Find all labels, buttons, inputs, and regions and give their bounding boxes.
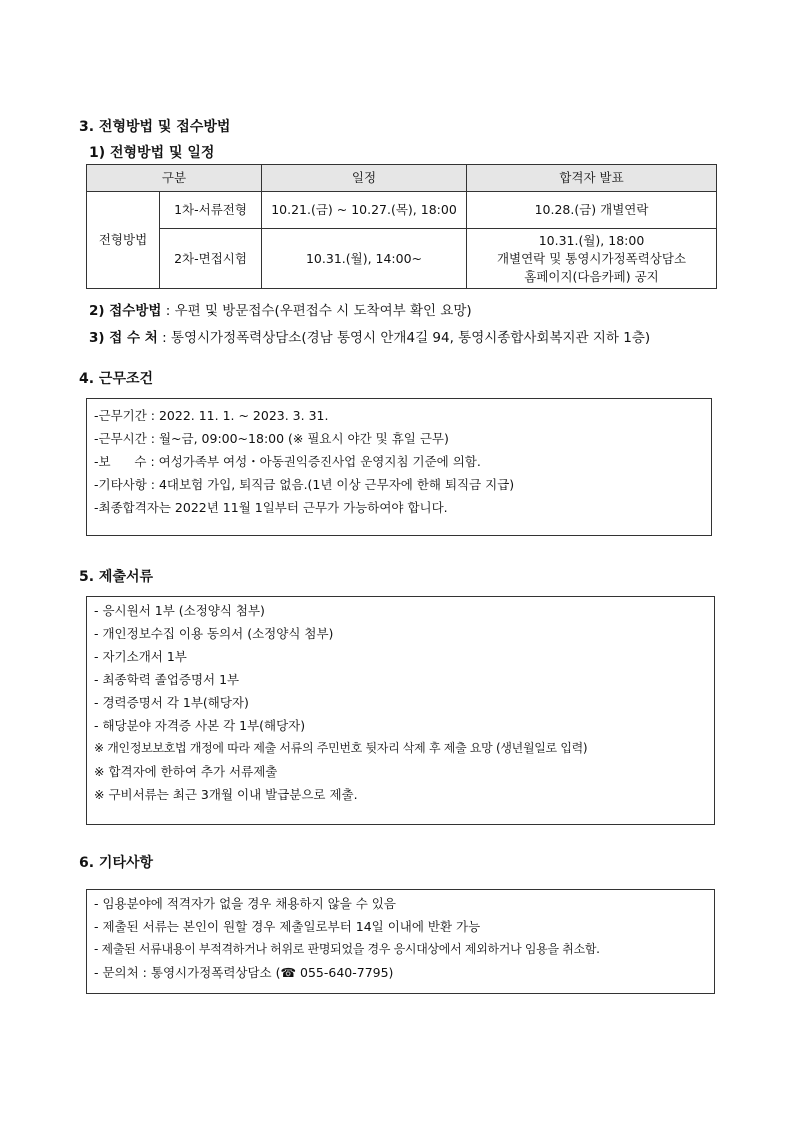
other-matters-box xyxy=(86,889,715,994)
application-method-text: : 우편 및 방문접수(우편접수 시 도착여부 확인 요망) xyxy=(161,303,472,319)
schedule-cell: 10.21.(금) ~ 10.27.(목), 18:00 xyxy=(262,192,467,229)
list-item: - 문의처 : 통영시가정폭력상담소 (☎ 055-640-7795) xyxy=(94,965,394,980)
list-item: -근무시간 : 월~금, 09:00~18:00 (※ 필요시 야간 및 휴일 근무) xyxy=(94,431,449,446)
list-item: -근무기간 : 2022. 11. 1. ~ 2023. 3. 31. xyxy=(94,408,329,423)
table-header-row xyxy=(87,165,717,192)
documents-box xyxy=(86,596,715,825)
section3-sub1-title: 1) 전형방법 및 일정 xyxy=(89,145,215,161)
result-cell xyxy=(467,192,717,229)
group-cell: 전형방법 xyxy=(87,192,160,289)
list-item: - 최종학력 졸업증명서 1부 xyxy=(94,672,240,687)
list-item: - 경력증명서 각 1부(해당자) xyxy=(94,695,249,710)
application-place xyxy=(89,326,650,346)
list-item: - 개인정보수집 이용 동의서 (소정양식 첨부) xyxy=(94,626,334,641)
header-schedule: 일정 xyxy=(262,165,467,192)
note-item: ※ 개인정보보호법 개정에 따라 제출 서류의 주민번호 뒷자리 삭제 후 제출 요망 (생년월일로 입력) xyxy=(94,741,588,755)
note-item: ※ 구비서류는 최근 3개월 이내 발급분으로 제출. xyxy=(94,787,358,802)
result-line: 10.28.(금) 개별연락 xyxy=(534,202,649,217)
section5-title: 5. 제출서류 xyxy=(79,569,154,585)
list-item: - 응시원서 1부 (소정양식 첨부) xyxy=(94,603,265,618)
schedule-cell: 10.31.(월), 14:00~ xyxy=(262,229,467,289)
application-place-text: : 통영시가정폭력상담소(경남 통영시 안개4길 94, 통영시종합사회복지관 지하 1층) xyxy=(157,330,651,346)
stage-cell: 2차-면접시험 xyxy=(160,229,262,289)
result-cell xyxy=(467,229,717,289)
result-line: 홈페이지(다음카페) 공지 xyxy=(524,268,659,284)
section4-title: 4. 근무조건 xyxy=(79,371,154,387)
list-item: -보 수 : 여성가족부 여성・아동권익증진사업 운영지침 기준에 의함. xyxy=(94,454,481,469)
application-method xyxy=(89,299,472,319)
list-item: - 해당분야 자격증 사본 각 1부(해당자) xyxy=(94,718,306,733)
work-conditions-box xyxy=(86,398,712,536)
header-result: 합격자 발표 xyxy=(467,165,717,192)
stage-cell: 1차-서류전형 xyxy=(160,192,262,229)
section3-title: 3. 전형방법 및 접수방법 xyxy=(79,119,231,135)
schedule-table xyxy=(86,164,717,289)
list-item: -기타사항 : 4대보험 가입, 퇴직금 없음.(1년 이상 근무자에 한해 퇴직금 지급) xyxy=(94,477,515,492)
list-item: - 제출된 서류내용이 부적격하거나 허위로 판명되었을 경우 응시대상에서 제외하거나 임용을 취소함. xyxy=(94,942,600,956)
application-method-label: 2) 접수방법 xyxy=(89,303,162,319)
section6-title: 6. 기타사항 xyxy=(79,855,154,871)
table-row xyxy=(87,229,717,289)
list-item: - 자기소개서 1부 xyxy=(94,649,187,664)
result-line: 개별연락 및 통영시가정폭력상담소 xyxy=(496,250,687,266)
header-category: 구분 xyxy=(87,165,262,192)
note-item: ※ 합격자에 한하여 추가 서류제출 xyxy=(94,764,278,779)
list-item: - 제출된 서류는 본인이 원할 경우 제출일로부터 14일 이내에 반환 가능 xyxy=(94,919,481,934)
result-line: 10.31.(월), 18:00 xyxy=(538,232,645,248)
table-row xyxy=(87,192,717,229)
list-item: -최종합격자는 2022년 11월 1일부터 근무가 가능하여야 합니다. xyxy=(94,500,448,515)
list-item: - 임용분야에 적격자가 없을 경우 채용하지 않을 수 있음 xyxy=(94,896,396,911)
application-place-label: 3) 접 수 처 xyxy=(89,330,158,346)
